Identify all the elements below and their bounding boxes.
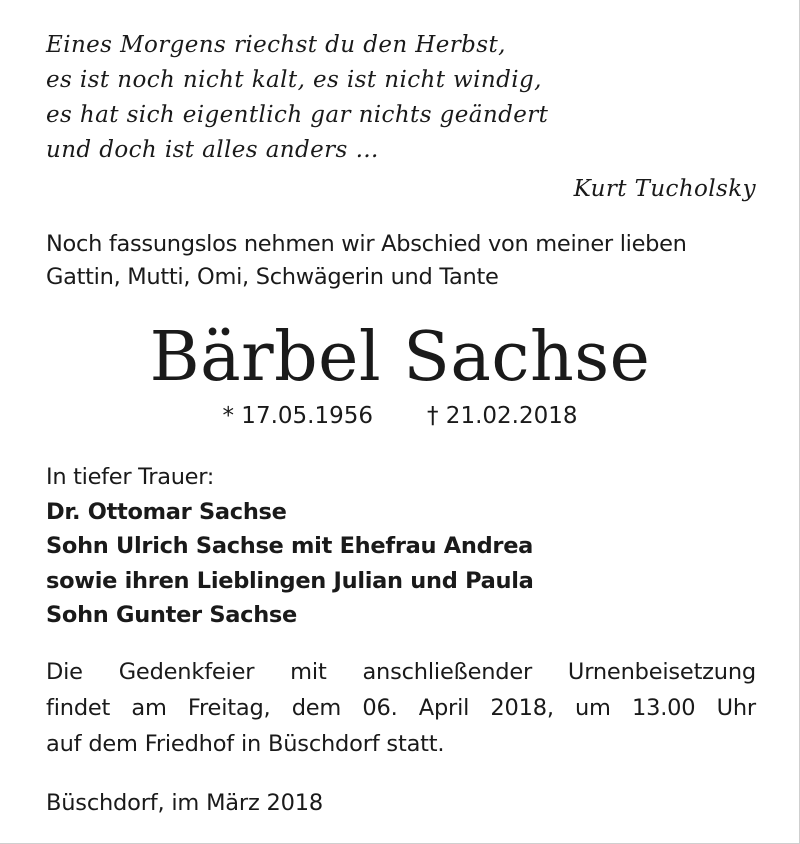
poem-line-2: es ist noch nicht kalt, es ist nicht windig, <box>46 67 542 93</box>
poem-line-1: Eines Morgens riechst du den Herbst, <box>46 32 506 58</box>
intro-line-1: Noch fassungslos nehmen wir Abschied von meiner lieben <box>46 231 687 257</box>
mourners-heading: In tiefer Trauer: <box>46 464 215 490</box>
ceremony-line-1: Die Gedenkfeier mit anschließender Urnenbeisetzung <box>46 659 756 685</box>
birth-date: * 17.05.1956 <box>222 403 373 429</box>
life-dates <box>0 400 800 432</box>
poem-author: Kurt Tucholsky <box>573 176 756 202</box>
death-date: † 21.02.2018 <box>427 403 578 429</box>
intro-line-2: Gattin, Mutti, Omi, Schwägerin und Tante <box>46 264 499 290</box>
deceased-name: Bärbel Sachse <box>149 318 651 397</box>
poem-quote <box>46 28 756 207</box>
ceremony-line-2: findet am Freitag, dem 06. April 2018, um 13.00 Uhr <box>46 695 756 721</box>
poem-line-4: und doch ist alles anders … <box>46 137 379 163</box>
ceremony-line-3: auf dem Friedhof in Büschdorf statt. <box>46 731 445 757</box>
mourner-name: Dr. Ottomar Sachse <box>46 498 287 525</box>
mourner-name: sowie ihren Lieblingen Julian und Paula <box>46 567 534 594</box>
mourners-section <box>46 460 758 633</box>
poem-line-3: es hat sich eigentlich gar nichts geändert <box>46 102 549 128</box>
mourner-name: Sohn Ulrich Sachse mit Ehefrau Andrea <box>46 533 534 559</box>
ceremony-info <box>46 654 756 762</box>
mourner-name: Sohn Gunter Sachse <box>46 602 297 628</box>
intro-text <box>46 228 758 294</box>
place-and-date: Büschdorf, im März 2018 <box>46 790 323 816</box>
